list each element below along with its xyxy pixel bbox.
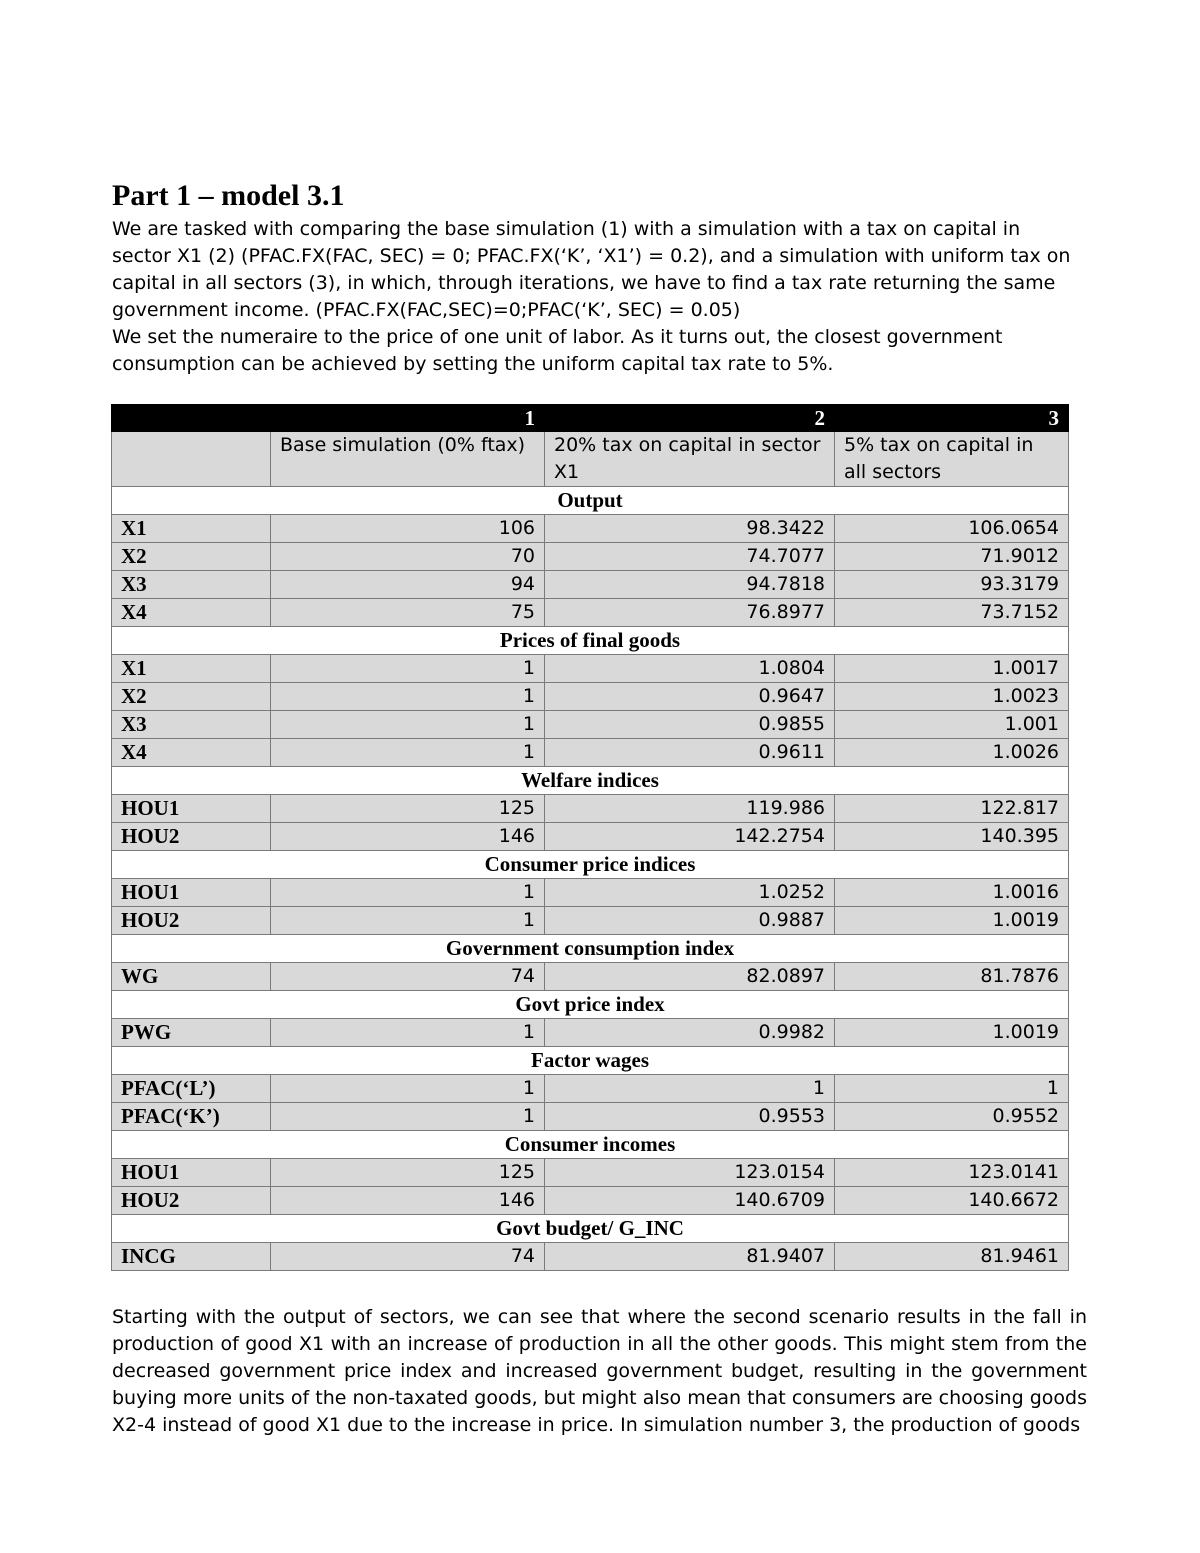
column-number-cell: 2: [545, 405, 835, 432]
table-row: [112, 683, 1069, 711]
value-cell: 73.7152: [835, 599, 1069, 627]
value-cell: 0.9982: [545, 1019, 835, 1047]
row-label: HOU2: [112, 823, 271, 851]
value-cell: 74.7077: [545, 543, 835, 571]
value-cell: 1.001: [835, 711, 1069, 739]
row-label: PFAC(‘L’): [112, 1075, 271, 1103]
value-cell: 1: [545, 1075, 835, 1103]
section-header-row: [112, 851, 1069, 879]
row-label: X2: [112, 543, 271, 571]
value-cell: 1: [271, 711, 545, 739]
column-description-cell: Base simulation (0% ftax): [271, 432, 545, 487]
value-cell: 1: [271, 683, 545, 711]
intro-paragraph: We are tasked with comparing the base simulation (1) with a simulation with a tax on capital in sector X1 (2) (PFAC.FX(FAC, SEC) = 0; PFAC.FX(‘K’, ‘X1’) = 0.2), and a simulation with uniform tax on capital in all sectors (3), in which, through iterations, we have to find a tax rate returning the same government income. (PFAC.FX(FAC,SEC)=0;PFAC(‘K’, SEC) = 0.05): [112, 218, 1071, 321]
value-cell: 106.0654: [835, 515, 1069, 543]
section-header-row: [112, 1215, 1069, 1243]
value-cell: 1.0026: [835, 739, 1069, 767]
value-cell: 0.9553: [545, 1103, 835, 1131]
value-cell: 81.7876: [835, 963, 1069, 991]
section-header-row: [112, 767, 1069, 795]
value-cell: 94.7818: [545, 571, 835, 599]
table-row: [112, 1103, 1069, 1131]
column-number-row: [112, 405, 1069, 432]
section-header-row: [112, 991, 1069, 1019]
section-header-row: [112, 627, 1069, 655]
value-cell: 1.0019: [835, 907, 1069, 935]
row-label: INCG: [112, 1243, 271, 1271]
column-number-cell: 1: [271, 405, 545, 432]
section-header-row: [112, 935, 1069, 963]
row-label: PFAC(‘K’): [112, 1103, 271, 1131]
row-label: HOU1: [112, 879, 271, 907]
value-cell: 74: [271, 1243, 545, 1271]
row-label: X4: [112, 599, 271, 627]
column-number-cell: 3: [835, 405, 1069, 432]
value-cell: 0.9611: [545, 739, 835, 767]
row-label: PWG: [112, 1019, 271, 1047]
value-cell: 81.9407: [545, 1243, 835, 1271]
value-cell: 94: [271, 571, 545, 599]
value-cell: 125: [271, 1159, 545, 1187]
section-title: Factor wages: [112, 1047, 1069, 1075]
table-row: [112, 655, 1069, 683]
row-label: X3: [112, 571, 271, 599]
value-cell: 75: [271, 599, 545, 627]
value-cell: 70: [271, 543, 545, 571]
row-label: HOU1: [112, 1159, 271, 1187]
value-cell: 81.9461: [835, 1243, 1069, 1271]
value-cell: 76.8977: [545, 599, 835, 627]
table-row: [112, 711, 1069, 739]
column-description-cell: 5% tax on capital in all sectors: [835, 432, 1069, 487]
value-cell: 1.0016: [835, 879, 1069, 907]
section-title: Government consumption index: [112, 935, 1069, 963]
table-row: [112, 879, 1069, 907]
value-cell: 1: [271, 1019, 545, 1047]
value-cell: 1: [271, 739, 545, 767]
column-description-row: [112, 432, 1069, 487]
value-cell: 1.0023: [835, 683, 1069, 711]
discussion-paragraph: Starting with the output of sectors, we can see that where the second scenario results in the fall in production of good X1 with an increase of production in all the other goods. This might stem from the decreased government price index and increased government budget, resulting in the government buying more units of the non-taxated goods, but might also mean that consumers are choosing goods X2-4 instead of good X1 due to the increase in price. In simulation number 3, the production of goods: [112, 1306, 1087, 1436]
value-cell: 1.0804: [545, 655, 835, 683]
value-cell: 146: [271, 823, 545, 851]
value-cell: 1.0252: [545, 879, 835, 907]
section-title: Output: [112, 487, 1069, 515]
value-cell: 1: [271, 907, 545, 935]
intro-paragraph: We set the numeraire to the price of one unit of labor. As it turns out, the closest government consumption can be achieved by setting the uniform capital tax rate to 5%.: [112, 326, 1003, 375]
column-description-cell: [112, 432, 271, 487]
section-header-row: [112, 487, 1069, 515]
value-cell: 1: [835, 1075, 1069, 1103]
intro-text: [112, 216, 1072, 378]
value-cell: 1: [271, 879, 545, 907]
value-cell: 123.0154: [545, 1159, 835, 1187]
table-row: [112, 515, 1069, 543]
table-row: [112, 1243, 1069, 1271]
row-label: HOU2: [112, 1187, 271, 1215]
section-header-row: [112, 1047, 1069, 1075]
table-row: [112, 963, 1069, 991]
value-cell: 82.0897: [545, 963, 835, 991]
value-cell: 119.986: [545, 795, 835, 823]
value-cell: 125: [271, 795, 545, 823]
row-label: X1: [112, 515, 271, 543]
row-label: X4: [112, 739, 271, 767]
table-row: [112, 795, 1069, 823]
page-title: Part 1 – model 3.1: [112, 179, 345, 212]
table-row: [112, 1019, 1069, 1047]
table-row: [112, 823, 1069, 851]
results-table: [111, 404, 1069, 1271]
section-title: Consumer price indices: [112, 851, 1069, 879]
value-cell: 0.9647: [545, 683, 835, 711]
table-row: [112, 739, 1069, 767]
row-label: X2: [112, 683, 271, 711]
section-header-row: [112, 1131, 1069, 1159]
value-cell: 123.0141: [835, 1159, 1069, 1187]
table-row: [112, 1187, 1069, 1215]
table-row: [112, 1075, 1069, 1103]
value-cell: 142.2754: [545, 823, 835, 851]
table-row: [112, 599, 1069, 627]
row-label: X1: [112, 655, 271, 683]
value-cell: 0.9887: [545, 907, 835, 935]
value-cell: 146: [271, 1187, 545, 1215]
value-cell: 98.3422: [545, 515, 835, 543]
value-cell: 71.9012: [835, 543, 1069, 571]
value-cell: 1: [271, 1075, 545, 1103]
row-label: HOU2: [112, 907, 271, 935]
section-title: Welfare indices: [112, 767, 1069, 795]
table-row: [112, 1159, 1069, 1187]
value-cell: 0.9855: [545, 711, 835, 739]
row-label: HOU1: [112, 795, 271, 823]
section-title: Consumer incomes: [112, 1131, 1069, 1159]
value-cell: 1: [271, 655, 545, 683]
value-cell: 1.0019: [835, 1019, 1069, 1047]
value-cell: 1: [271, 1103, 545, 1131]
value-cell: 140.6672: [835, 1187, 1069, 1215]
value-cell: 0.9552: [835, 1103, 1069, 1131]
section-title: Govt price index: [112, 991, 1069, 1019]
value-cell: 93.3179: [835, 571, 1069, 599]
table-row: [112, 543, 1069, 571]
table-row: [112, 571, 1069, 599]
table-row: [112, 907, 1069, 935]
column-number-cell: [112, 405, 271, 432]
row-label: X3: [112, 711, 271, 739]
column-description-cell: 20% tax on capital in sector X1: [545, 432, 835, 487]
section-title: Govt budget/ G_INC: [112, 1215, 1069, 1243]
results-table-body: [112, 405, 1069, 1271]
section-title: Prices of final goods: [112, 627, 1069, 655]
value-cell: 1.0017: [835, 655, 1069, 683]
value-cell: 140.395: [835, 823, 1069, 851]
value-cell: 106: [271, 515, 545, 543]
value-cell: 122.817: [835, 795, 1069, 823]
value-cell: 140.6709: [545, 1187, 835, 1215]
row-label: WG: [112, 963, 271, 991]
value-cell: 74: [271, 963, 545, 991]
